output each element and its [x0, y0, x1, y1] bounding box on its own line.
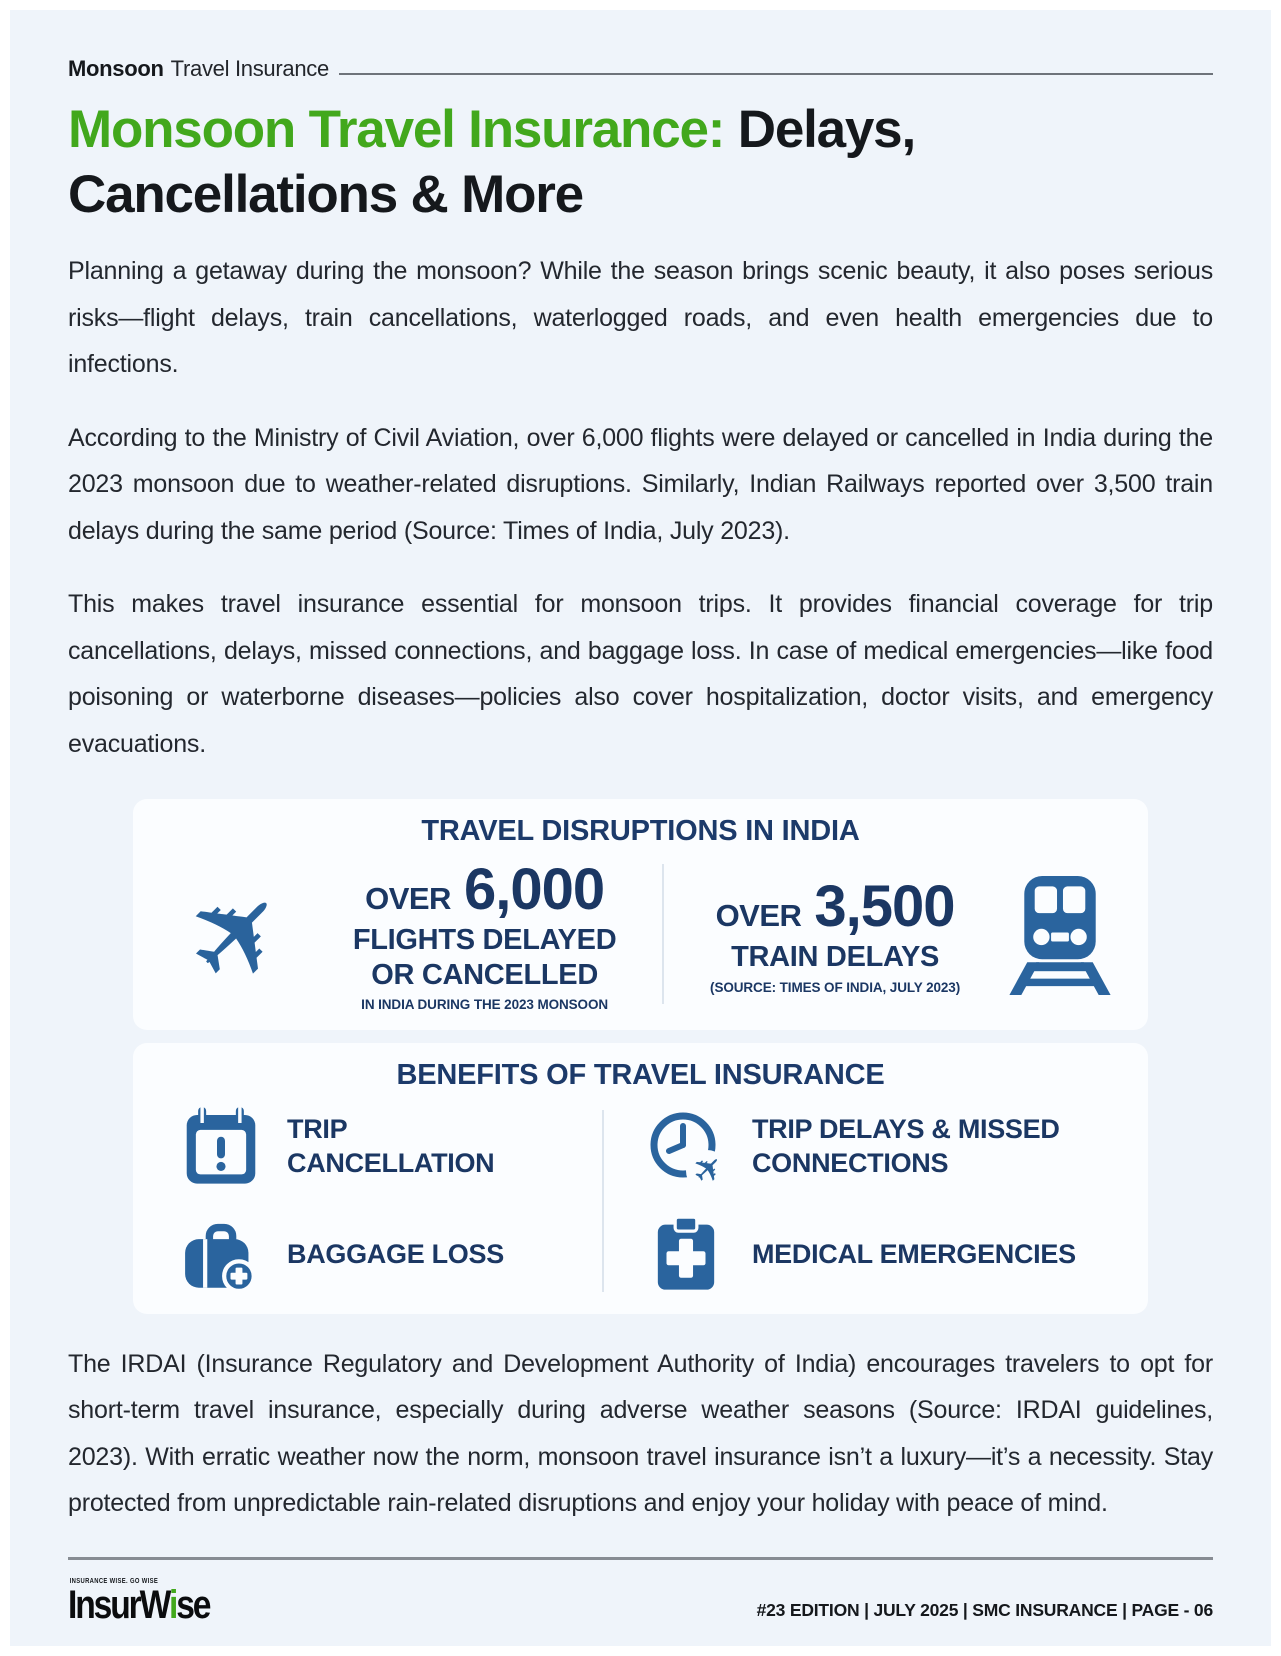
eyebrow-light-text: Travel Insurance	[170, 56, 329, 81]
benefit-label: MEDICAL EMERGENCIES	[751, 1238, 1076, 1269]
page-title-dark: Delays, Cancellations & More	[68, 100, 915, 224]
footer-rule	[68, 1557, 1213, 1560]
benefit-label: TRIP DELAYS & MISSED CONNECTIONS	[751, 1114, 1060, 1178]
irdai-paragraph: The IRDAI (Insurance Regulatory and Development Authority of India) encourages travelers to opt for short-term travel insurance, especially during adverse weather seasons (Source: IRDAI guidelines, 2023). With erratic weather now the norm, monsoon travel insurance isn’t a luxury—it’s a necessity. Stay protected from unpredictable rain-related disruptions and enjoy your holiday with peace of mind.	[68, 1349, 1213, 1518]
benefits-left-column	[159, 1106, 602, 1296]
flights-caption: IN INDIA DURING THE 2023 MONSOON	[361, 996, 609, 1012]
clock-plane-icon	[646, 1106, 734, 1195]
benefits-title: BENEFITS OF TRAVEL INSURANCE	[396, 1058, 885, 1091]
intro-paragraph: Planning a getaway during the monsoon? While the season brings scenic beauty, it also poses serious risks—flight delays, train cancellations, waterlogged roads, and even health emergencies due to infections.	[68, 257, 1213, 379]
airplane-icon: ✈	[153, 850, 321, 1018]
insurwise-logo	[68, 1578, 209, 1625]
eyebrow-header	[68, 56, 1213, 82]
benefit-label: TRIP CANCELLATION	[287, 1114, 495, 1178]
benefit-trip-cancellation	[181, 1106, 602, 1188]
benefit-trip-delays	[646, 1106, 1122, 1195]
baggage-plus-icon	[181, 1214, 261, 1296]
logo-name	[68, 1582, 210, 1627]
benefits-right-column	[604, 1106, 1122, 1296]
benefit-baggage-loss	[181, 1214, 602, 1296]
disruptions-title: TRAVEL DISRUPTIONS IN INDIA	[421, 815, 860, 848]
eyebrow-rule	[339, 73, 1213, 75]
benefit-medical-emergencies	[646, 1214, 1122, 1296]
trains-caption: (SOURCE: TIMES OF INDIA, JULY 2023)	[710, 979, 961, 995]
flights-stat	[353, 856, 617, 1011]
flights-over-label: OVER	[365, 881, 451, 917]
edition-page-info: #23 EDITION | JULY 2025 | SMC INSURANCE | PAGE - 06	[756, 1599, 1213, 1620]
footer	[68, 1578, 1213, 1625]
eyebrow-bold-text: Monsoon	[68, 56, 164, 81]
flights-label-line2: OR CANCELLED	[371, 958, 598, 991]
benefits-box	[133, 1043, 1148, 1314]
disruptions-divider	[662, 864, 664, 1004]
newsletter-page	[10, 10, 1271, 1646]
medical-kit-icon	[646, 1214, 726, 1296]
page-title	[68, 98, 1213, 227]
benefits-grid	[159, 1106, 1122, 1296]
trains-stat-line	[716, 873, 955, 940]
flights-label-line1: FLIGHTS DELAYED	[352, 924, 617, 957]
travel-disruptions-box	[133, 799, 1148, 1029]
logo-name-green-i: i	[168, 1582, 177, 1627]
stats-paragraph: According to the Ministry of Civil Aviation, over 6,000 flights were delayed or cancelled in India during the 2023 monsoon due to weather-related disruptions. Similarly, Indian Railways reported over 3,500 train delays during the same period (Source: Times of India, July 2023).	[68, 423, 1213, 545]
infographic-section	[133, 799, 1148, 1313]
trains-stat	[710, 873, 960, 994]
calendar-alert-icon	[181, 1106, 261, 1188]
flights-stat-line	[365, 856, 604, 923]
logo-tagline: INSURANCE WISE. GO WISE	[69, 1577, 159, 1585]
train-icon	[1006, 873, 1114, 995]
trains-number: 3,500	[814, 874, 955, 940]
flights-number: 6,000	[463, 857, 605, 923]
page-title-green: Monsoon Travel Insurance:	[68, 100, 725, 159]
coverage-paragraph: This makes travel insurance essential for monsoon trips. It provides financial coverage for trip cancellations, delays, missed connections, and baggage loss. In case of medical emergencies—like food poisoning or waterborne diseases—policies also cover hospitalization, doctor visits, and emergency evacuations.	[68, 590, 1213, 758]
benefit-label: BAGGAGE LOSS	[287, 1238, 504, 1269]
trains-label-line1: TRAIN DELAYS	[731, 941, 940, 974]
logo-name-start: InsurW	[68, 1582, 169, 1627]
mini-airplane-icon: ✈	[683, 1144, 734, 1195]
disruptions-row	[153, 850, 1122, 1018]
trains-over-label: OVER	[715, 898, 802, 934]
logo-name-end: se	[176, 1582, 210, 1627]
